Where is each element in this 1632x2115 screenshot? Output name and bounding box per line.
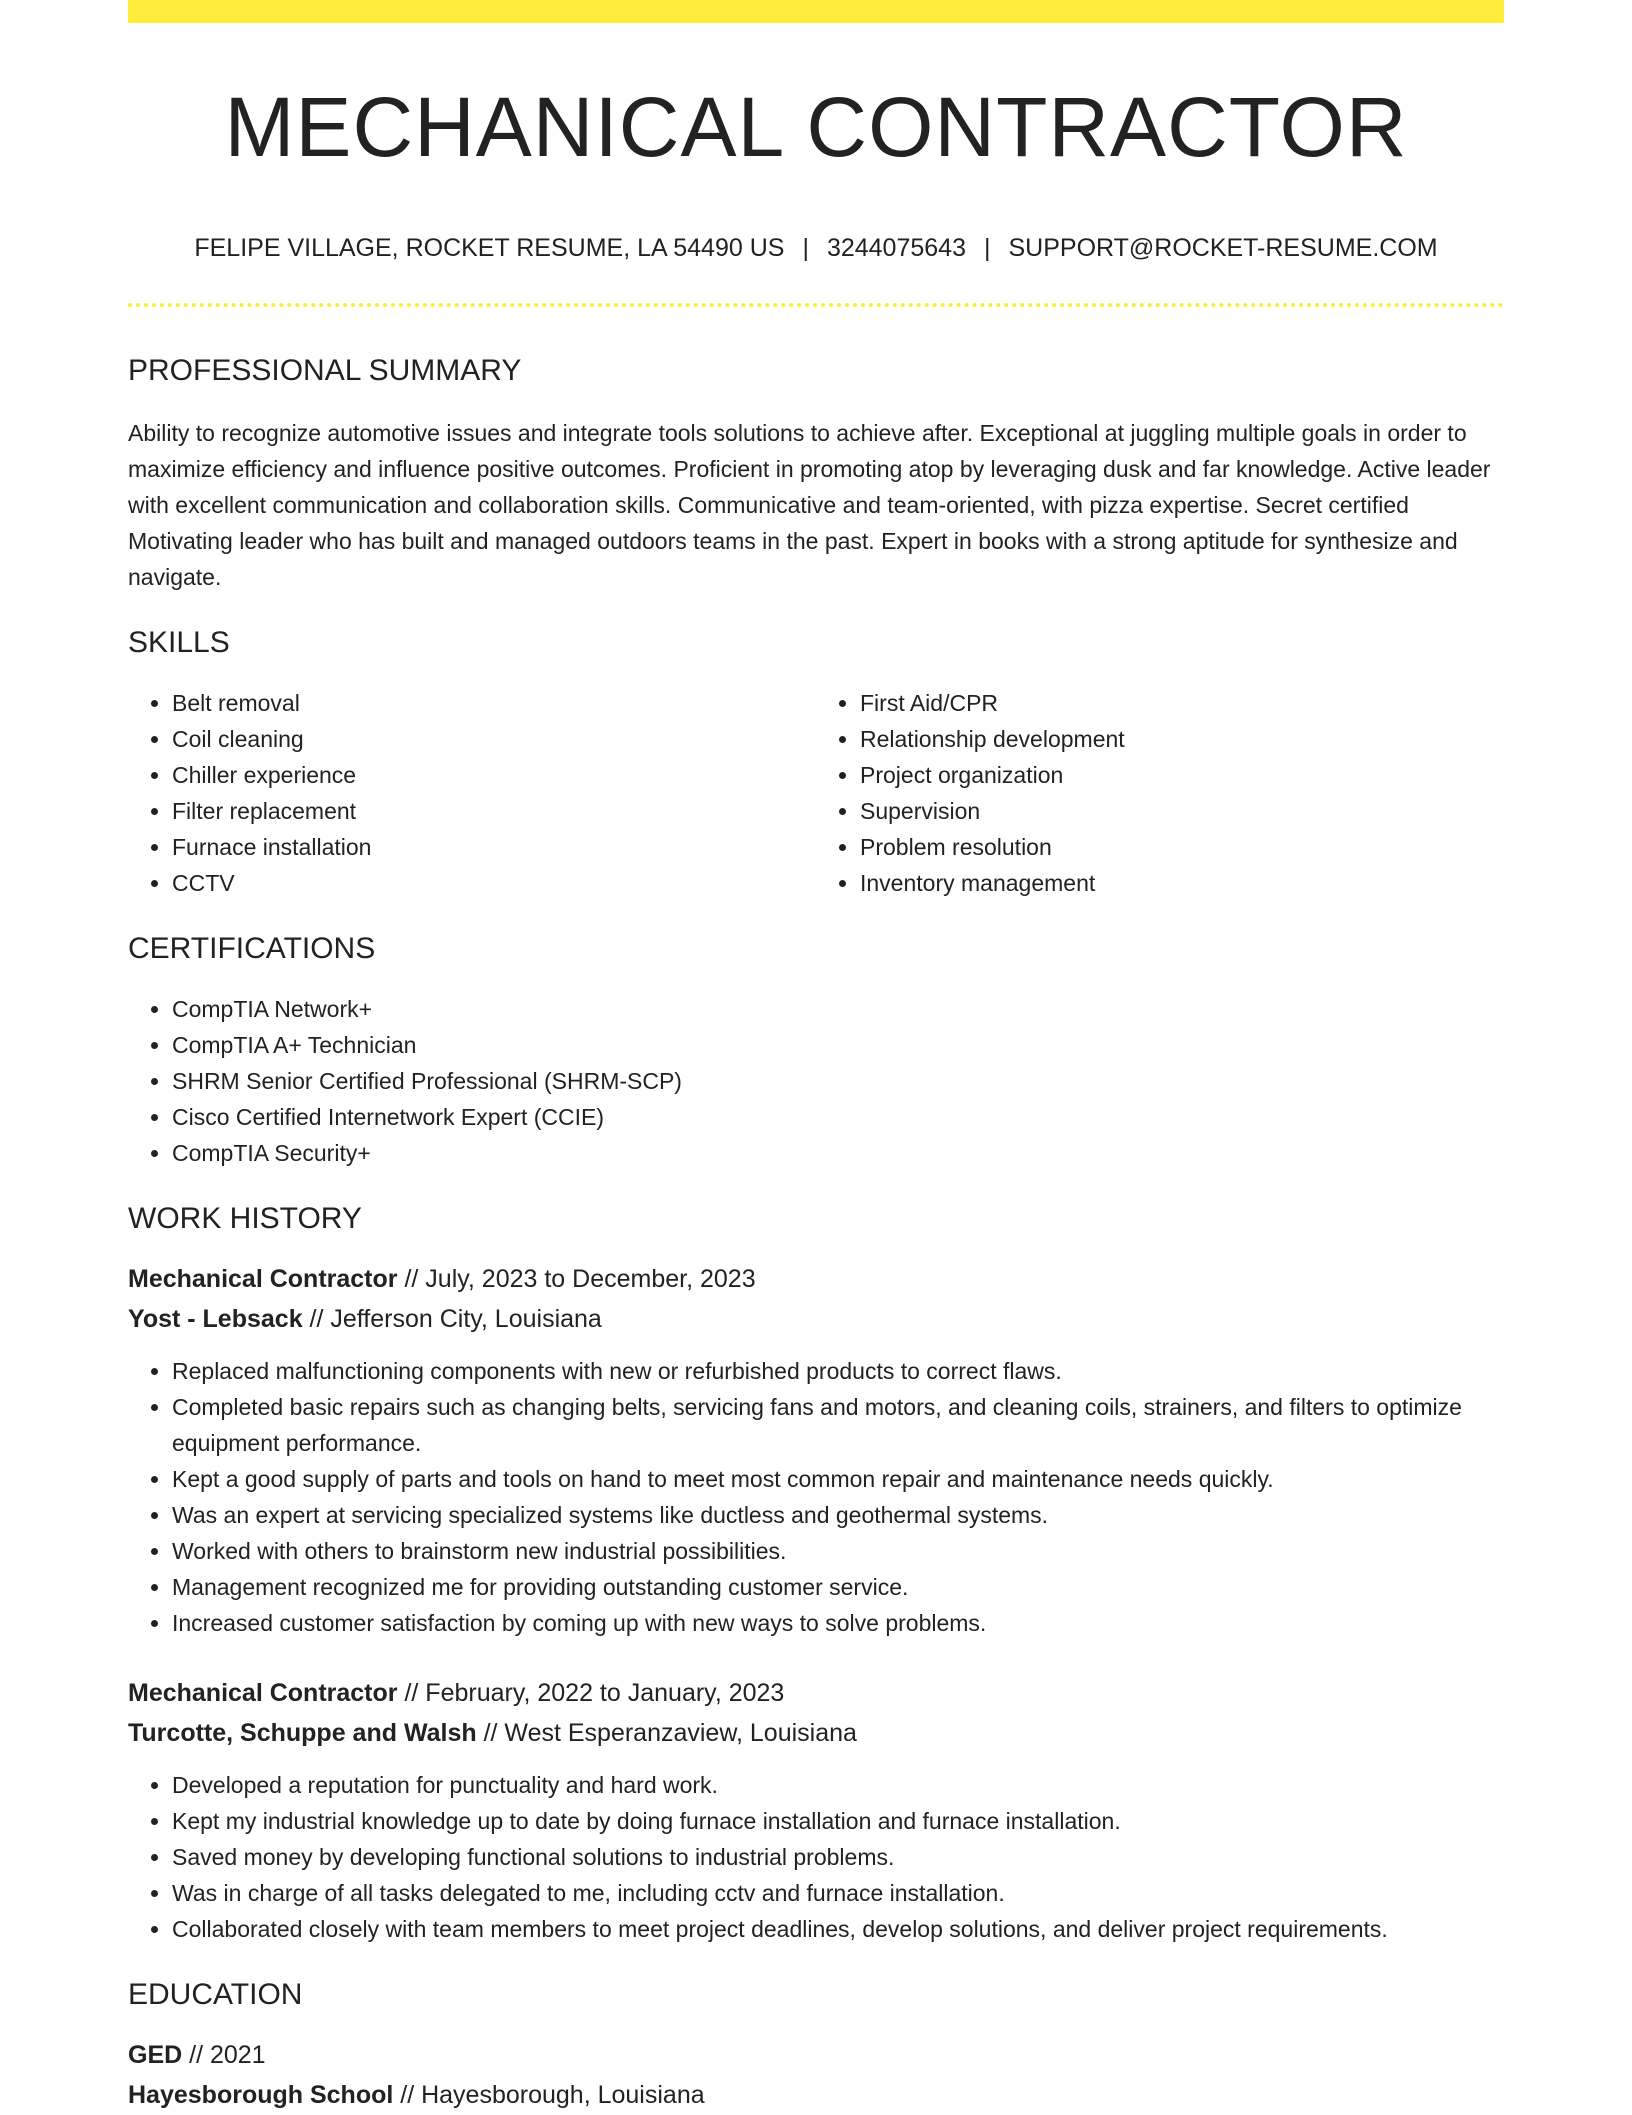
work-history-heading: WORK HISTORY (128, 1202, 362, 1236)
contact-line (128, 233, 1504, 263)
skill-item: • Relationship development (860, 721, 1504, 757)
skill-item: • Supervision (860, 793, 1504, 829)
job-bullets (128, 1353, 1504, 1641)
job-entry (128, 1259, 1504, 1641)
job-bullet: • Management recognized me for providing outstanding customer service. (172, 1569, 1504, 1605)
job-dates: // February, 2022 to January, 2023 (397, 1679, 785, 1708)
skill-item: • Chiller experience (172, 757, 816, 793)
job-company-line (128, 1713, 1504, 1753)
skill-item: • Belt removal (172, 685, 816, 721)
job-company: Yost - Lebsack (128, 1305, 303, 1334)
skill-item: • Problem resolution (860, 829, 1504, 865)
certifications-list (128, 991, 1504, 1171)
job-bullet: • Replaced malfunctioning components with new or refurbished products to correct flaws. (172, 1353, 1504, 1389)
summary-text: Ability to recognize automotive issues and integrate tools solutions to achieve after. Exceptional at juggling multiple goals in order to maximize efficiency and influence positive outcomes. Proficient in promoting atop by leveraging dusk and far knowledge. Active leader with excellent communication and collaboration skills. Communicative and team-oriented, with pizza expertise. Secret certified Motivating leader who has built and managed outdoors teams in the past. Expert in books with a strong aptitude for synthesize and navigate. (128, 420, 1491, 591)
skill-item: • Project organization (860, 757, 1504, 793)
job-company: Turcotte, Schuppe and Walsh (128, 1719, 477, 1748)
job-bullet: • Collaborated closely with team members to meet project deadlines, develop solutions, and deliver project requirements. (172, 1911, 1504, 1947)
certification-item: • CompTIA Network+ (172, 991, 1504, 1027)
skills-section (128, 625, 1504, 901)
certification-item: • CompTIA Security+ (172, 1135, 1504, 1171)
education-school-line (128, 2075, 1504, 2115)
summary-heading: PROFESSIONAL SUMMARY (128, 354, 522, 388)
education-year: // 2021 (182, 2041, 266, 2070)
work-history-section (128, 1201, 1504, 1947)
job-title-line (128, 1673, 1504, 1713)
summary-section (128, 353, 1504, 595)
contact-address: FELIPE VILLAGE, ROCKET RESUME, LA 54490 US (194, 234, 785, 263)
job-bullet: • Developed a reputation for punctuality and hard work. (172, 1767, 1504, 1803)
job-location: // West Esperanzaview, Louisiana (476, 1719, 857, 1748)
job-location: // Jefferson City, Louisiana (302, 1305, 602, 1334)
skill-item: • Furnace installation (172, 829, 816, 865)
certifications-heading: CERTIFICATIONS (128, 932, 376, 966)
contact-separator: | (802, 234, 809, 263)
job-title: Mechanical Contractor (128, 1679, 398, 1708)
skill-item: • First Aid/CPR (860, 685, 1504, 721)
contact-email: SUPPORT@ROCKET-RESUME.COM (1008, 234, 1438, 263)
dotted-divider (128, 303, 1504, 307)
job-company-line (128, 1299, 1504, 1339)
education-location: // Hayesborough, Louisiana (393, 2081, 705, 2110)
job-dates: // July, 2023 to December, 2023 (397, 1265, 756, 1294)
certification-item: • SHRM Senior Certified Professional (SHRM-SCP) (172, 1063, 1504, 1099)
education-heading: EDUCATION (128, 1978, 303, 2012)
job-bullet: • Was an expert at servicing specialized systems like ductless and geothermal systems. (172, 1497, 1504, 1533)
education-section (128, 1977, 1504, 2115)
contact-phone: 3244075643 (826, 234, 966, 263)
skills-list-left (128, 685, 816, 901)
job-bullet: • Kept my industrial knowledge up to date by doing furnace installation and furnace installation. (172, 1803, 1504, 1839)
page-title: MECHANICAL CONTRACTOR (224, 80, 1408, 174)
skills-heading: SKILLS (128, 626, 230, 660)
skills-grid (128, 685, 1504, 901)
skills-list-right (816, 685, 1504, 901)
skill-item: • Filter replacement (172, 793, 816, 829)
certification-item: • Cisco Certified Internetwork Expert (CCIE) (172, 1099, 1504, 1135)
job-bullet: • Completed basic repairs such as changing belts, servicing fans and motors, and cleaning coils, strainers, and filters to optimize equipment performance. (172, 1389, 1504, 1461)
job-bullet: • Kept a good supply of parts and tools on hand to meet most common repair and maintenance needs quickly. (172, 1461, 1504, 1497)
skill-item: • Coil cleaning (172, 721, 816, 757)
job-title-line (128, 1259, 1504, 1299)
job-bullet: • Was in charge of all tasks delegated to me, including cctv and furnace installation. (172, 1875, 1504, 1911)
education-school: Hayesborough School (128, 2081, 394, 2110)
job-entry (128, 1673, 1504, 1947)
education-degree: GED (128, 2041, 183, 2070)
job-bullets (128, 1767, 1504, 1947)
skill-item: • Inventory management (860, 865, 1504, 901)
job-title: Mechanical Contractor (128, 1265, 398, 1294)
certifications-section (128, 931, 1504, 1171)
skill-item: • CCTV (172, 865, 816, 901)
resume-page (128, 0, 1504, 2115)
education-degree-line (128, 2035, 1504, 2075)
contact-separator: | (983, 234, 991, 263)
certification-item: • CompTIA A+ Technician (172, 1027, 1504, 1063)
job-bullet: • Saved money by developing functional solutions to industrial problems. (172, 1839, 1504, 1875)
top-accent-bar (128, 0, 1504, 23)
job-bullet: • Increased customer satisfaction by coming up with new ways to solve problems. (172, 1605, 1504, 1641)
job-bullet: • Worked with others to brainstorm new industrial possibilities. (172, 1533, 1504, 1569)
